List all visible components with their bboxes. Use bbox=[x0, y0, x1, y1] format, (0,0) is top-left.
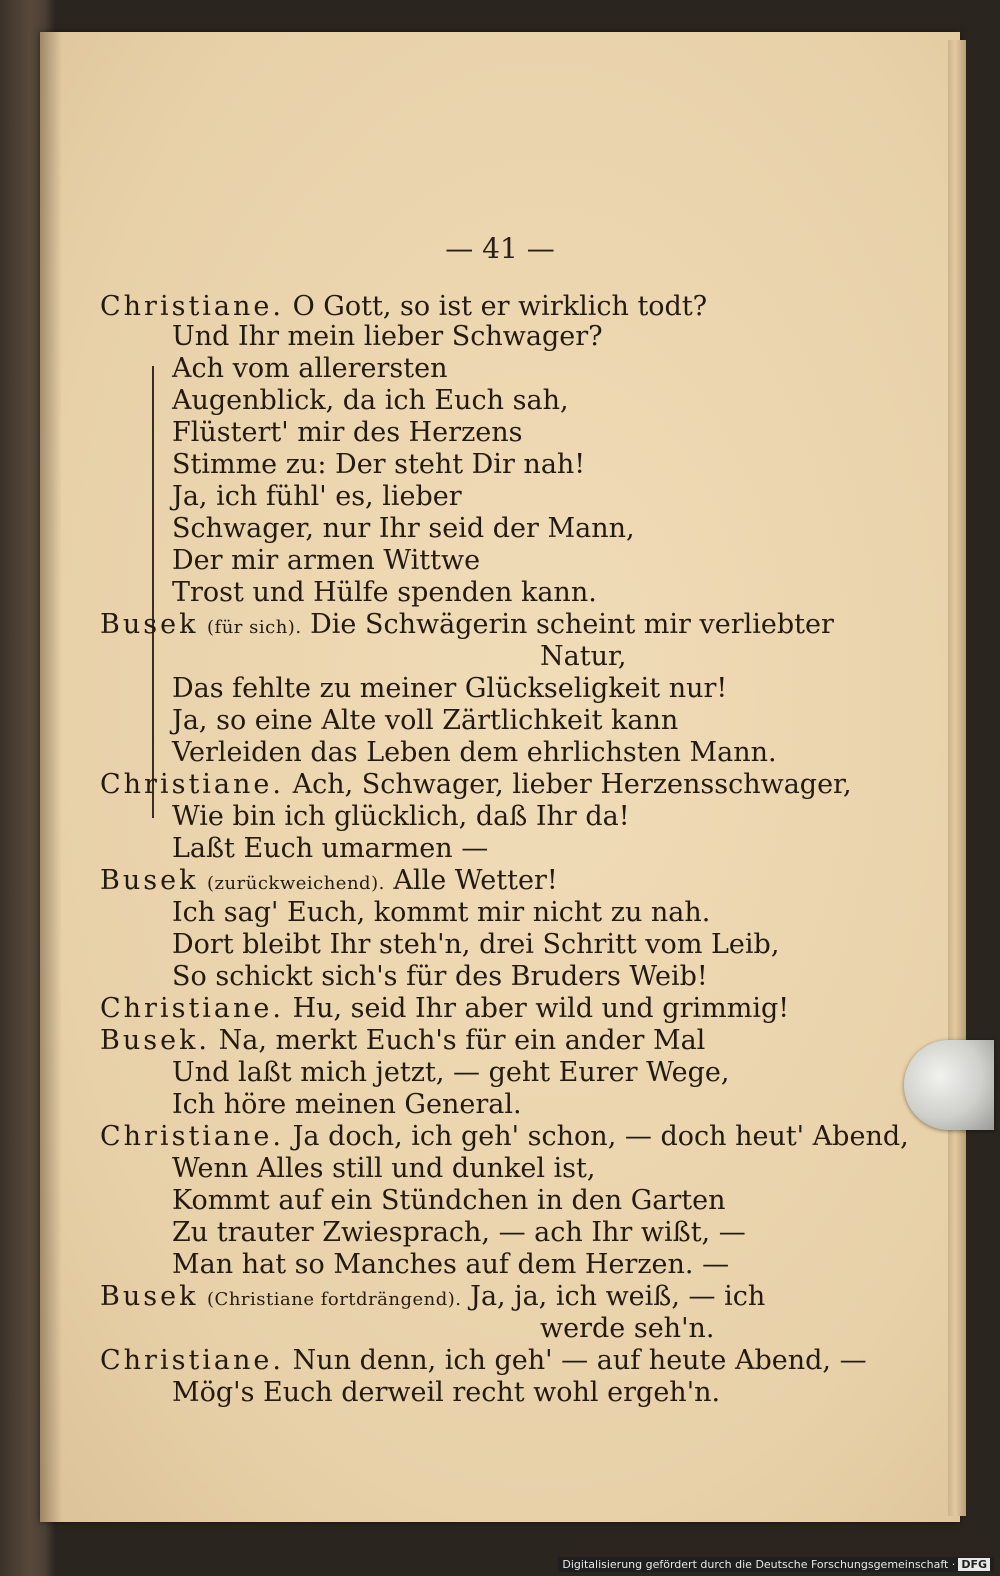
dialogue-line: Kommt auf ein Stündchen in den Garten bbox=[172, 1185, 726, 1216]
speaker-name: Busek. bbox=[100, 1025, 211, 1056]
dialogue-line: Wie bin ich glücklich, daß Ihr da! bbox=[172, 801, 630, 832]
dialogue-line: Natur, bbox=[540, 641, 627, 672]
dialogue-line: Augenblick, da ich Euch sah, bbox=[172, 385, 569, 416]
page-number: — 41 — bbox=[445, 232, 555, 265]
dfg-logo: DFG bbox=[958, 1558, 990, 1571]
dialogue-line: Flüstert' mir des Herzens bbox=[172, 417, 523, 448]
dialogue-line: Dort bleibt Ihr steh'n, drei Schritt vom Leib, bbox=[172, 929, 780, 960]
dialogue-line: Trost und Hülfe spenden kann. bbox=[172, 577, 597, 608]
dialogue-line: Und Ihr mein lieber Schwager? bbox=[172, 321, 603, 352]
stage-brace bbox=[152, 366, 168, 818]
dialogue-line: Der mir armen Wittwe bbox=[172, 545, 481, 576]
speaker-name: Christiane. bbox=[100, 1345, 284, 1376]
dialogue-line: Christiane. Hu, seid Ihr aber wild und grimmig! bbox=[100, 993, 790, 1024]
dialogue-line: Ja, so eine Alte voll Zärtlichkeit kann bbox=[172, 705, 679, 736]
dialogue-line: Das fehlte zu meiner Glückseligkeit nur! bbox=[172, 673, 728, 704]
speaker-name: Christiane. bbox=[100, 291, 284, 322]
stage-direction: (zurückweichend). bbox=[207, 873, 385, 894]
speaker-name: Busek bbox=[100, 1281, 199, 1312]
dialogue-line: werde seh'n. bbox=[540, 1313, 715, 1344]
dialogue-line: Wenn Alles still und dunkel ist, bbox=[172, 1153, 596, 1184]
dialogue-line: Ich höre meinen General. bbox=[172, 1089, 522, 1120]
spine-shadow bbox=[40, 32, 62, 1522]
dialogue-line: Busek (zurückweichend). Alle Wetter! bbox=[100, 865, 558, 896]
speaker-name: Busek bbox=[100, 865, 199, 896]
dialogue-line: Christiane. Ja doch, ich geh' schon, — doch heut' Abend, bbox=[100, 1121, 909, 1152]
dialogue-line: Busek (Christiane fortdrängend). Ja, ja, ich weiß, — ich bbox=[100, 1281, 766, 1312]
dialogue-line: Ja, ich fühl' es, lieber bbox=[172, 481, 462, 512]
dialogue-line: Stimme zu: Der steht Dir nah! bbox=[172, 449, 586, 480]
dialogue-line: Ach vom allerersten bbox=[172, 353, 448, 384]
dialogue-line: Laßt Euch umarmen — bbox=[172, 833, 489, 864]
page-edge bbox=[948, 40, 966, 1516]
stage-direction: (für sich). bbox=[207, 617, 302, 638]
page-clip bbox=[904, 1040, 994, 1130]
dialogue-line: So schickt sich's für des Bruders Weib! bbox=[172, 961, 708, 992]
speaker-name: Christiane. bbox=[100, 1121, 284, 1152]
dialogue-line: Christiane. Ach, Schwager, lieber Herzensschwager, bbox=[100, 769, 852, 800]
speaker-name: Christiane. bbox=[100, 769, 284, 800]
book-page bbox=[40, 32, 960, 1522]
dialogue-line: Christiane. Nun denn, ich geh' — auf heute Abend, — bbox=[100, 1345, 867, 1376]
speaker-name: Christiane. bbox=[100, 993, 284, 1024]
dialogue-line: Man hat so Manches auf dem Herzen. — bbox=[172, 1249, 730, 1280]
dialogue-line: Verleiden das Leben dem ehrlichsten Mann. bbox=[172, 737, 777, 768]
dialogue-line: Ich sag' Euch, kommt mir nicht zu nah. bbox=[172, 897, 711, 928]
speaker-name: Busek bbox=[100, 609, 199, 640]
dialogue-line: Schwager, nur Ihr seid der Mann, bbox=[172, 513, 635, 544]
stage-direction: (Christiane fortdrängend). bbox=[207, 1289, 462, 1310]
digitization-credit: Digitalisierung gefördert durch die Deutsche Forschungsgemeinschaft · DFG bbox=[558, 1557, 994, 1572]
dialogue-line: Und laßt mich jetzt, — geht Eurer Wege, bbox=[172, 1057, 730, 1088]
dialogue-line: Zu trauter Zwiesprach, — ach Ihr wißt, — bbox=[172, 1217, 746, 1248]
dialogue-line: Busek. Na, merkt Euch's für ein ander Mal bbox=[100, 1025, 706, 1056]
dialogue-line: Christiane. O Gott, so ist er wirklich todt? bbox=[100, 291, 708, 322]
dialogue-line: Busek (für sich). Die Schwägerin scheint mir verliebter bbox=[100, 609, 834, 640]
dialogue-line: Mög's Euch derweil recht wohl ergeh'n. bbox=[172, 1377, 721, 1408]
